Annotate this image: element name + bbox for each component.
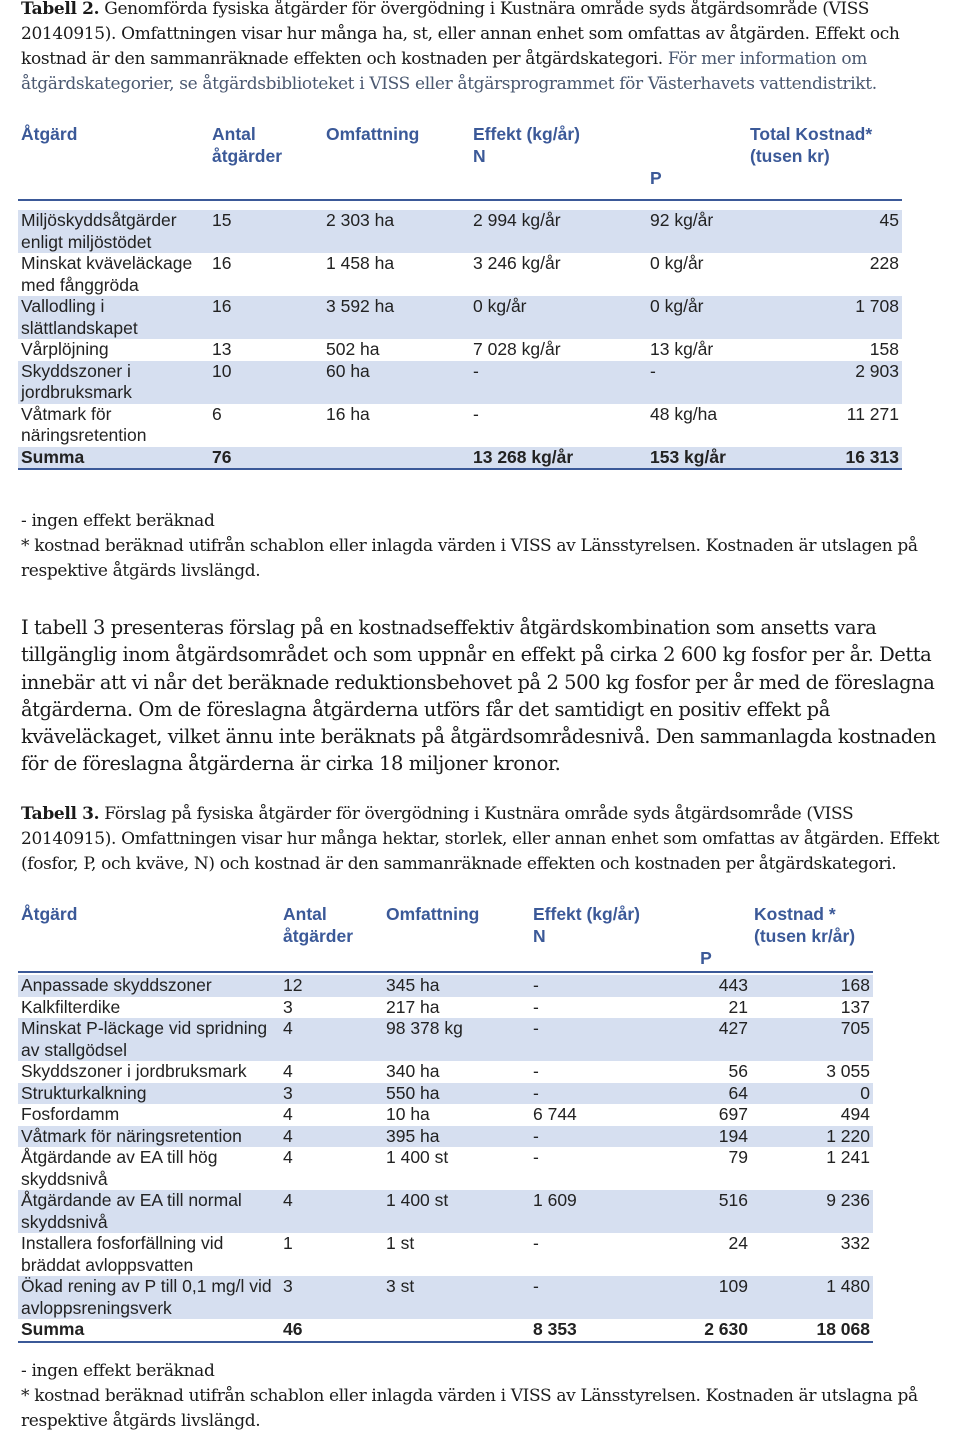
table3-row-kostnad: 137 — [840, 996, 870, 1017]
table-row — [18, 339, 902, 361]
table3-row-antal: 1 — [283, 1233, 293, 1253]
table3-row-antal: 12 — [280, 975, 383, 997]
table3-header-p-cell — [661, 903, 751, 972]
table2-row-omfattning: 2 303 ha — [323, 210, 470, 253]
table3-row-n: - — [530, 1126, 661, 1148]
table2-row-antal: 6 — [212, 403, 222, 424]
table3-row-omfattning: 98 378 kg — [383, 1018, 530, 1061]
table2-header-p-cell — [647, 123, 747, 200]
table3-row-kostnad: 1 241 — [826, 1147, 870, 1167]
table-row — [18, 1276, 873, 1319]
table3-row-atgard: Installera fosforfällning vid bräddat avloppsvatten — [21, 1233, 224, 1275]
table2-header-effekt — [470, 123, 647, 200]
table3-row-omfattning: 1 st — [386, 1233, 415, 1253]
table3-row-kostnad: 9 236 — [751, 1190, 873, 1233]
table3-row-antal: 4 — [280, 1018, 383, 1061]
table3-row-p: 443 — [661, 975, 751, 997]
table2-summa-label: Summa — [18, 447, 209, 470]
table3-row-n: 6 744 — [533, 1104, 577, 1124]
table2-row-kostnad: 45 — [747, 210, 902, 253]
table3-row-n: - — [533, 1147, 539, 1167]
table2-row-omfattning: 60 ha — [323, 361, 470, 404]
table3-summa-n: 8 353 — [530, 1319, 661, 1342]
table3-row-kostnad: 1 480 — [751, 1276, 873, 1319]
table2-header-effekt-label: Effekt (kg/år) — [473, 124, 580, 144]
table2-summa-kostnad: 16 313 — [747, 447, 902, 470]
table3-row-omfattning: 3 st — [383, 1276, 530, 1319]
table3-row-omfattning: 10 ha — [386, 1104, 430, 1124]
table3-header-effekt-label: Effekt (kg/år) — [533, 904, 640, 924]
table3-row-atgard: Ökad rening av P till 0,1 mg/l vid avloppsreningsverk — [18, 1276, 280, 1319]
table-row — [18, 997, 873, 1019]
table3-row-antal: 4 — [283, 1061, 293, 1081]
table3-row-p: 24 — [728, 1233, 748, 1253]
table2-caption-more-info: För mer information om åtgärdskategorier, se åtgärdsbiblioteket i VISS eller åtgärsprogrammet för Västerhavets vattendistrikt. — [21, 49, 877, 94]
table3-row-p: 697 — [718, 1104, 748, 1124]
table2-row-omfattning: 502 ha — [326, 339, 380, 359]
table3 — [18, 903, 873, 1343]
table3-row-omfattning: 340 ha — [386, 1061, 440, 1081]
table-row — [18, 404, 902, 447]
table2-row-n: - — [470, 361, 647, 404]
table2-header-n: N — [473, 146, 486, 166]
table-row — [18, 975, 873, 997]
table2 — [18, 123, 902, 470]
table3-row-n: 1 609 — [530, 1190, 661, 1233]
table3-row-omfattning: 1 400 st — [386, 1147, 449, 1167]
table-row — [18, 1104, 873, 1126]
table3-row-omfattning: 1 400 st — [383, 1190, 530, 1233]
table3-row-atgard: Kalkfilterdike — [21, 996, 121, 1017]
table3-row-n: - — [533, 1233, 539, 1253]
table3-row-kostnad: 168 — [751, 975, 873, 997]
table3-summa-row — [18, 1319, 873, 1342]
table3-row-n: - — [530, 1276, 661, 1319]
table2-caption-text: Genomförda fysiska åtgärder för övergödning i Kustnära område syds åtgärdsområde (VISS 20140915). Omfattningen visar hur många ha, st, eller annan enhet som omfattas av åtgärden. Effekt och kostnad är den sammanräknade effekten och kostnaden per åtgärdskategori. — [21, 0, 900, 69]
table2-header-row — [18, 123, 902, 200]
table2-row-p: - — [647, 361, 747, 404]
table3-row-n: - — [533, 1061, 539, 1081]
table3-summa-antal: 46 — [280, 1319, 383, 1342]
body-paragraph: I tabell 3 presenteras förslag på en kostnadseffektiv åtgärdskombination som ansetts vara tillgänglig inom åtgärdsområdet och som uppnår en effekt på cirka 2 600 kg fosfor per år. Detta innebär att vi når det beräknade reduktionsbehovet på 2 500 kg fosfor per år med de föreslagna åtgärderna. Om de föreslagna åtgärderna utförs får det samtidigt en positiv effekt på kväveläckaget, vilket ännu inte beräknats på åtgärdsområdesnivå. Den sammanlagda kostnaden för de föreslagna åtgärderna är cirka 18 miljoner kronor. — [21, 616, 937, 776]
table3-header-p: P — [700, 948, 712, 968]
table3-row-atgard: Skyddszoner i jordbruksmark — [21, 1061, 247, 1081]
table-row — [18, 361, 902, 404]
table2-row-kostnad: 1 708 — [747, 296, 902, 339]
table3-row-p: 109 — [661, 1276, 751, 1319]
table3-row-n: - — [530, 975, 661, 997]
table3-row-omfattning: 550 ha — [383, 1083, 530, 1105]
table3-row-antal: 4 — [280, 1190, 383, 1233]
table3-row-atgard: Fosfordamm — [21, 1104, 120, 1124]
table2-header-omfattning: Omfattning — [323, 123, 470, 200]
table3-header-n: N — [533, 926, 546, 946]
table2-row-n: 0 kg/år — [470, 296, 647, 339]
table2-caption — [21, 0, 951, 97]
table-row — [18, 1233, 873, 1276]
table3-row-kostnad: 0 — [751, 1083, 873, 1105]
table2-summa-p: 153 kg/år — [647, 447, 747, 470]
table3-row-kostnad: 494 — [840, 1104, 870, 1124]
table3-row-p: 194 — [661, 1126, 751, 1148]
table3-row-p: 516 — [661, 1190, 751, 1233]
table-row — [18, 1190, 873, 1233]
table2-row-antal: 16 — [212, 253, 232, 273]
table2-note-ingen-effekt: - ingen effekt beräknad — [21, 511, 215, 531]
table2-row-antal: 15 — [209, 210, 323, 253]
table3-row-kostnad: 3 055 — [826, 1061, 870, 1081]
table3-row-atgard: Åtgärdande av EA till hög skyddsnivå — [21, 1147, 218, 1189]
table3-row-antal: 3 — [280, 1083, 383, 1105]
table2-row-atgard: Våtmark för näringsretention — [21, 403, 147, 445]
table2-row-antal: 10 — [209, 361, 323, 404]
table3-row-omfattning: 217 ha — [386, 996, 440, 1017]
table3-row-omfattning: 345 ha — [383, 975, 530, 997]
table3-note-ingen-effekt: - ingen effekt beräknad — [21, 1361, 215, 1381]
table2-header-kostnad: Total Kostnad* (tusen kr) — [747, 123, 902, 200]
table3-row-atgard: Åtgärdande av EA till normal skyddsnivå — [18, 1190, 280, 1233]
table3-row-kostnad: 1 220 — [751, 1126, 873, 1148]
table3-row-omfattning: 395 ha — [383, 1126, 530, 1148]
table3-row-n: - — [530, 1018, 661, 1061]
table3-header-antal: Antal åtgärder — [280, 903, 383, 972]
table3-summa-label: Summa — [18, 1319, 280, 1342]
table3-caption-text: Förslag på fysiska åtgärder för övergödning i Kustnära område syds åtgärdsområde (VISS 20140915). Omfattningen visar hur många hektar, storlek, eller annan enhet som omfattas av åtgärden. Effekt (fosfor, P, och kväve, N) och kostnad är den sammanräknade effekten och kostnaden per åtgärdskategori. — [21, 804, 940, 874]
table2-row-atgard: Minskat kväveläckage med fånggröda — [21, 253, 193, 295]
table3-row-antal: 3 — [280, 1276, 383, 1319]
table3-row-p: 64 — [661, 1083, 751, 1105]
table2-row-atgard: Vallodling i slättlandskapet — [18, 296, 209, 339]
table3-header-row — [18, 903, 873, 972]
table3-row-n: - — [530, 1083, 661, 1105]
table2-row-atgard: Skyddszoner i jordbruksmark — [18, 361, 209, 404]
table2-row-omfattning: 3 592 ha — [323, 296, 470, 339]
table3-row-p: 56 — [728, 1061, 748, 1081]
table3-row-p: 427 — [661, 1018, 751, 1061]
table3-row-p: 79 — [728, 1147, 748, 1167]
table2-row-p: 0 kg/år — [647, 296, 747, 339]
table3-row-p: 21 — [728, 996, 748, 1017]
table2-row-omfattning: 1 458 ha — [326, 253, 395, 273]
table2-row-n: - — [473, 403, 479, 424]
table2-summa-omfattning — [323, 447, 470, 470]
table3-row-antal: 4 — [283, 1147, 293, 1167]
table2-summa-antal: 76 — [209, 447, 323, 470]
table3-row-atgard: Strukturkalkning — [18, 1083, 280, 1105]
table3-row-atgard: Våtmark för näringsretention — [18, 1126, 280, 1148]
table3-row-kostnad: 705 — [751, 1018, 873, 1061]
table2-note-kostnad: * kostnad beräknad utifrån schablon eller inlagda värden i VISS av Länsstyrelsen. Kostnaden är utslagen på respektive åtgärds livslängd. — [21, 536, 918, 581]
table-row — [18, 1061, 873, 1083]
table-row — [18, 1083, 873, 1105]
table3-caption — [21, 802, 951, 877]
table3-header-kostnad: Kostnad * (tusen kr/år) — [751, 903, 873, 972]
table3-row-atgard: Minskat P-läckage vid spridning av stallgödsel — [18, 1018, 280, 1061]
table3-row-antal: 4 — [280, 1126, 383, 1148]
table3-row-atgard: Anpassade skyddszoner — [18, 975, 280, 997]
table2-row-omfattning: 16 ha — [326, 403, 370, 424]
table3-caption-label: Tabell 3. — [21, 804, 100, 824]
table-row — [18, 1018, 873, 1061]
table2-row-p: 13 kg/år — [650, 339, 714, 359]
table2-row-atgard: Vårplöjning — [21, 339, 109, 359]
table3-summa-omfattning — [383, 1319, 530, 1342]
table2-row-n: 7 028 kg/år — [473, 339, 561, 359]
table3-row-antal: 4 — [283, 1104, 293, 1124]
table2-row-n: 3 246 kg/år — [473, 253, 561, 273]
table2-row-antal: 13 — [212, 339, 232, 359]
table2-row-p: 92 kg/år — [647, 210, 747, 253]
table3-row-n: - — [533, 996, 539, 1017]
table2-row-p: 0 kg/år — [650, 253, 704, 273]
table2-summa-row — [18, 447, 902, 470]
table2-row-kostnad: 158 — [869, 339, 899, 359]
table3-summa-kostnad: 18 068 — [751, 1319, 873, 1342]
table-row — [18, 296, 902, 339]
table2-caption-label: Tabell 2. — [21, 0, 100, 19]
table-row — [18, 1147, 873, 1190]
table3-header-effekt — [530, 903, 661, 972]
table2-summa-n: 13 268 kg/år — [470, 447, 647, 470]
table2-row-antal: 16 — [209, 296, 323, 339]
table3-header-atgard: Åtgärd — [18, 903, 280, 972]
table2-row-atgard: Miljöskyddsåtgärder enligt miljöstödet — [18, 210, 209, 253]
table2-header-antal: Antal åtgärder — [209, 123, 323, 200]
table2-row-n: 2 994 kg/år — [470, 210, 647, 253]
table3-summa-p: 2 630 — [661, 1319, 751, 1342]
table-row — [18, 253, 902, 296]
table3-note-kostnad: * kostnad beräknad utifrån schablon eller inlagda värden i VISS av Länsstyrelsen. Kostnaden är utslagna på respektive åtgärds livslängd. — [21, 1386, 918, 1431]
table-row — [18, 1126, 873, 1148]
table3-header-omfattning: Omfattning — [383, 903, 530, 972]
table2-row-kostnad: 228 — [869, 253, 899, 273]
table-row — [18, 210, 902, 253]
table2-header-atgard: Åtgärd — [18, 123, 209, 200]
table2-row-kostnad: 2 903 — [747, 361, 902, 404]
table2-header-p: P — [650, 168, 662, 188]
table2-row-p: 48 kg/ha — [650, 403, 718, 424]
table2-row-kostnad: 11 271 — [846, 403, 899, 424]
table3-row-kostnad: 332 — [840, 1233, 870, 1253]
table3-row-antal: 3 — [283, 996, 293, 1017]
